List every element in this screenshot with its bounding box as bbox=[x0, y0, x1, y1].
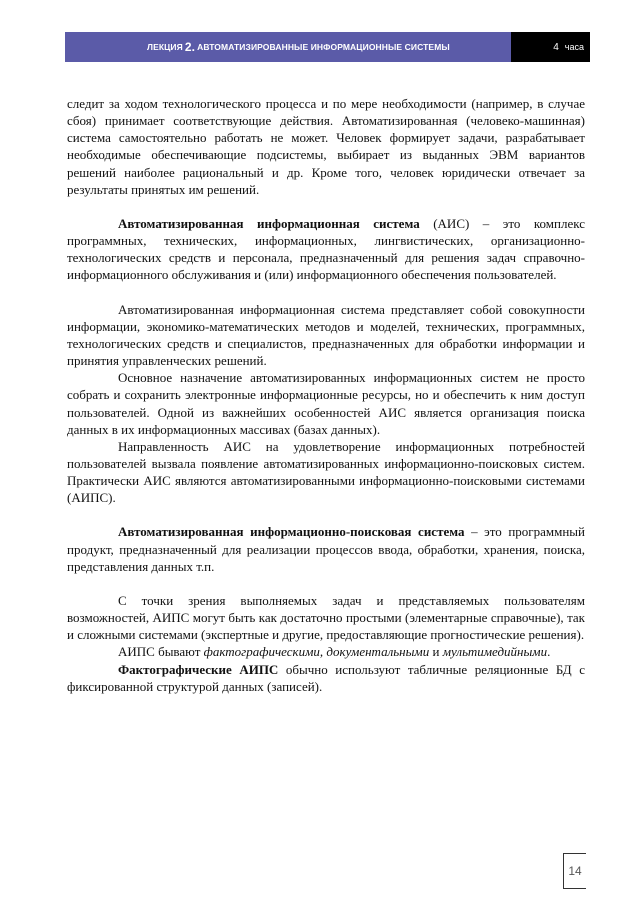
paragraph-8 bbox=[67, 643, 585, 660]
paragraph-8-end: . bbox=[547, 644, 551, 660]
paragraph-9 bbox=[67, 661, 585, 695]
paragraph-1: следит за ходом технологического процесса и по мере необходимости (например, в случае сбоя) принимает соответствующие действия. Автоматизированная (человеко-машинная) система самостоятельно работать не может. Человек формирует задачи, разрабатывает необходимые обеспечивающие подсистемы, выбирает из выданных ЭВМ вариантов решений наиболее рациональный и др. Кроме того, человек юридически отвечает за результаты принятых им решений. bbox=[67, 96, 585, 197]
term-fact-aips: Фактографические АИПС bbox=[118, 661, 279, 677]
paragraph-6-text: – это программный продукт, предназначенный для реализации процессов ввода, обработки, хранения, поиска, представления данных т.п. bbox=[67, 524, 586, 574]
hours-box bbox=[511, 32, 590, 62]
paragraph-8-and: и bbox=[429, 644, 443, 660]
term-aips: Автоматизированная информационно-поисковая система bbox=[118, 524, 465, 540]
paragraph-3: Автоматизированная информационная система представляет собой совокупности информации, экономико-математических методов и моделей, технических, программных, технологических средств и специалистов, предназначенных для обработки информации и принятия управленческих решений. bbox=[67, 301, 585, 369]
paragraph-2-text: (АИС) – это комплекс программных, технических, информационных, лингвистических, организационно-технологических средств и персонала, предназначенный для решения задач справочно-информационного обслуживания и (или) информационного обеспечения пользователей. bbox=[67, 215, 585, 283]
paragraph-5: Направленность АИС на удовлетворение информационных потребностей пользователей вызвала появление автоматизированных информационно-поисковых систем. Практически АИС являются автоматизированными информационно-поисковыми системами (АИПС). bbox=[67, 438, 585, 506]
paragraph-9-text: обычно используют табличные реляционные БД с фиксированной структурой данных (записей). bbox=[67, 661, 585, 694]
lecture-prefix: ЛЕКЦИЯ bbox=[147, 42, 183, 52]
term-ais: Автоматизированная информационная система bbox=[118, 215, 420, 231]
paragraph-8-start: АИПС бывают bbox=[118, 644, 204, 660]
paragraph-7: С точки зрения выполняемых задач и представляемых пользователям возможностей, АИПС могут быть как достаточно простыми (элементарные справочные), так и сложными системами (экспертные и другие, предоставляющие прогностические решения). bbox=[67, 592, 585, 643]
aips-type-multimedia: мультимедийными bbox=[442, 644, 548, 660]
paragraph-4: Основное назначение автоматизированных информационных систем не просто собрать и сохранить электронные информационные ресурсы, но и обеспечить к ним доступ пользователей. Одной из важнейших особенностей АИС является организация поиска данных в их информационных массивах (базах данных). bbox=[67, 370, 585, 437]
hours-label: часа bbox=[564, 42, 584, 52]
lecture-body bbox=[67, 95, 585, 695]
aips-type-fact-doc: фактографическими, документальными bbox=[203, 644, 430, 660]
hours-number: 4 bbox=[553, 41, 559, 53]
lecture-title: АВТОМАТИЗИРОВАННЫЕ ИНФОРМАЦИОННЫЕ СИСТЕМЫ bbox=[197, 42, 450, 52]
paragraph-6 bbox=[67, 523, 585, 574]
lecture-header bbox=[65, 32, 511, 62]
paragraph-2 bbox=[67, 215, 585, 284]
lecture-number: 2. bbox=[184, 40, 196, 54]
page-number: 14 bbox=[563, 853, 586, 889]
